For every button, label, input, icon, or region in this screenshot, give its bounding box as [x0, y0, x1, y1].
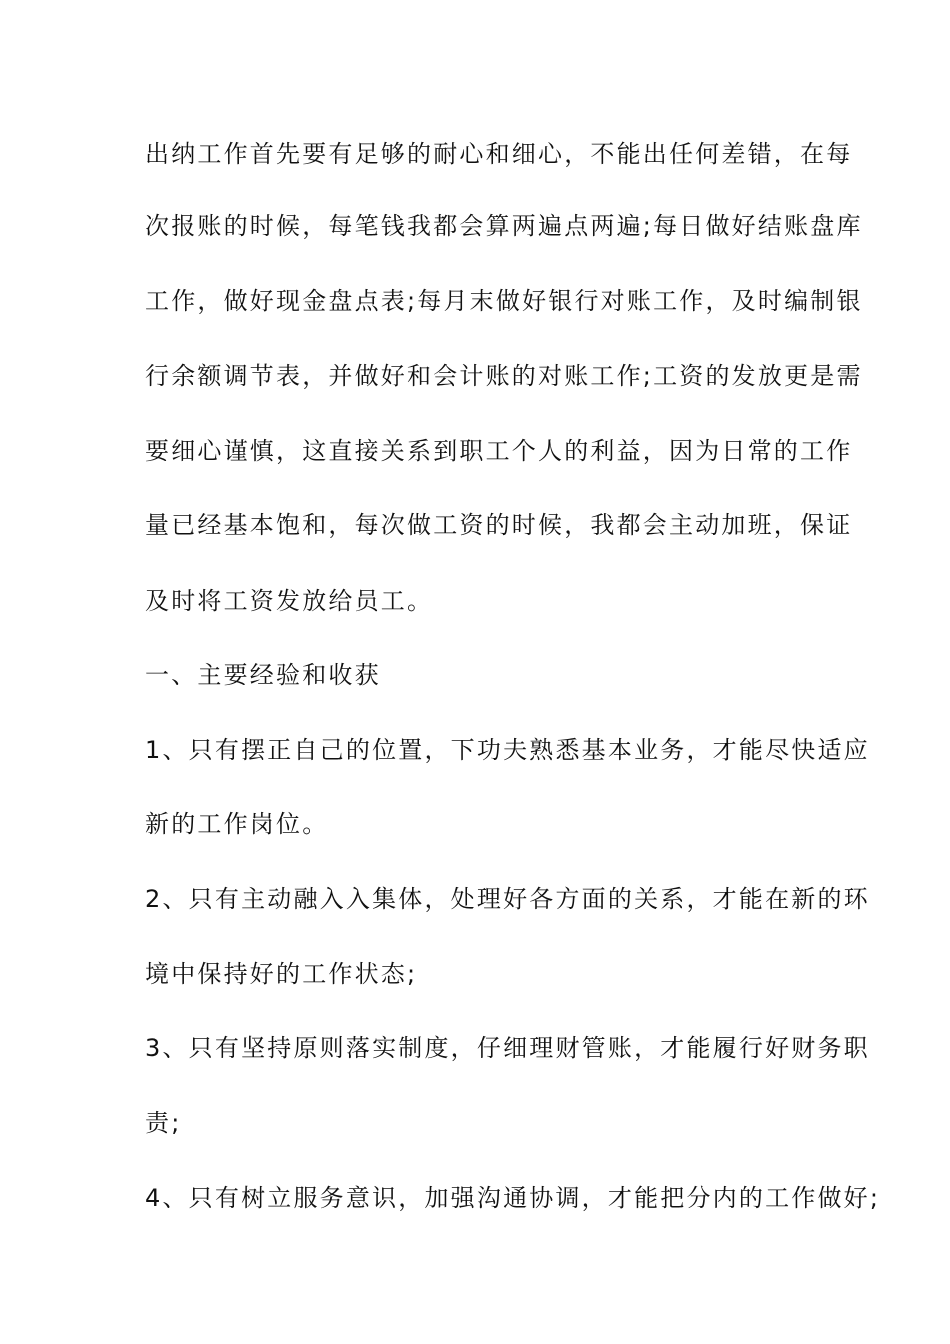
list-item-1-line-2: 新的工作岗位。: [145, 810, 329, 838]
list-item-4-line-1: 4、只有树立服务意识，加强沟通协调，才能把分内的工作做好;: [145, 1184, 881, 1212]
paragraph-line: 次报账的时候，每笔钱我都会算两遍点两遍;每日做好结账盘库: [145, 212, 863, 240]
list-item-3-line-1: 3、只有坚持原则落实制度，仔细理财管账，才能履行好财务职: [145, 1034, 870, 1062]
list-item-1-line-1: 1、只有摆正自己的位置，下功夫熟悉基本业务，才能尽快适应: [145, 736, 870, 764]
list-item-2-line-1: 2、只有主动融入入集体，处理好各方面的关系，才能在新的环: [145, 885, 870, 913]
paragraph-line: 及时将工资发放给员工。: [145, 587, 434, 615]
paragraph-line: 行余额调节表，并做好和会计账的对账工作;工资的发放更是需: [145, 362, 863, 390]
section-heading: 一、主要经验和收获: [145, 661, 381, 689]
list-item-3-line-2: 责;: [145, 1109, 182, 1137]
paragraph-line: 工作，做好现金盘点表;每月末做好银行对账工作，及时编制银: [145, 287, 863, 315]
list-item-2-line-2: 境中保持好的工作状态;: [145, 960, 418, 988]
paragraph-line: 要细心谨慎，这直接关系到职工个人的利益，因为日常的工作: [145, 437, 853, 465]
paragraph-line: 量已经基本饱和，每次做工资的时候，我都会主动加班，保证: [145, 511, 853, 539]
paragraph-line: 出纳工作首先要有足够的耐心和细心，不能出任何差错，在每: [145, 140, 853, 168]
